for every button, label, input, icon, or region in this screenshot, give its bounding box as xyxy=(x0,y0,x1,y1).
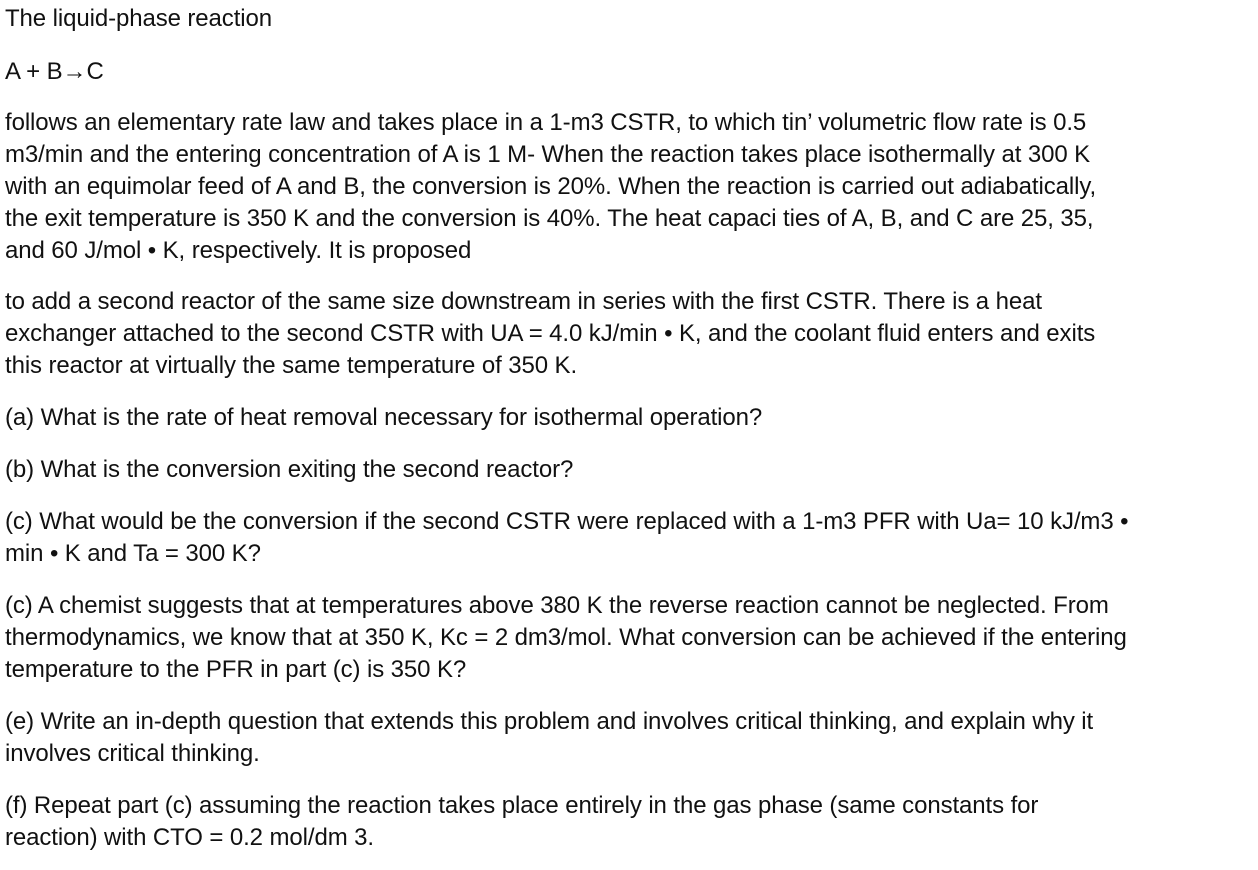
setup-paragraph xyxy=(5,286,1095,382)
reaction-equation-paragraph xyxy=(5,56,104,88)
problem-title-paragraph xyxy=(5,3,272,35)
reaction-equation: A + B→C xyxy=(5,58,104,85)
part-a-question: (a) What is the rate of heat removal necessary for isothermal operation? xyxy=(5,404,763,431)
intro-paragraph xyxy=(5,107,1096,267)
part-e-paragraph xyxy=(5,706,1093,770)
setup-line: this reactor at virtually the same temperature of 350 K. xyxy=(5,352,578,379)
part-c-question-line: (c) What would be the conversion if the second CSTR were replaced with a 1-m3 PFR with Ua= 10 kJ/m3 • xyxy=(5,508,1129,535)
setup-line: to add a second reactor of the same size downstream in series with the first CSTR. There is a heat xyxy=(5,288,1042,315)
problem-title: The liquid-phase reaction xyxy=(5,5,272,32)
part-c-paragraph xyxy=(5,506,1128,570)
intro-line: follows an elementary rate law and takes place in a 1-m3 CSTR, to which tin’ volumetric flow rate is 0.5 xyxy=(5,109,1087,136)
part-a-paragraph xyxy=(5,402,762,434)
part-f-question-line: reaction) with CTO = 0.2 mol/dm 3. xyxy=(5,824,374,851)
intro-line: with an equimolar feed of A and B, the conversion is 20%. When the reaction is carried out adiabatically, xyxy=(5,173,1097,200)
part-c-question-line: min • K and Ta = 300 K? xyxy=(5,540,261,567)
part-f-question-line: (f) Repeat part (c) assuming the reaction takes place entirely in the gas phase (same constants for xyxy=(5,792,1039,819)
intro-line: m3/min and the entering concentration of A is 1 M- When the reaction takes place isothermally at 300 K xyxy=(5,141,1091,168)
part-f-paragraph xyxy=(5,790,1038,854)
part-d-question-line: temperature to the PFR in part (c) is 350 K? xyxy=(5,656,467,683)
part-e-question-line: involves critical thinking. xyxy=(5,740,260,767)
intro-line: the exit temperature is 350 K and the conversion is 40%. The heat capaci ties of A, B, and C are 25, 35, xyxy=(5,205,1094,232)
setup-line: exchanger attached to the second CSTR with UA = 4.0 kJ/min • K, and the coolant fluid enters and exits xyxy=(5,320,1096,347)
part-d-question-line: (c) A chemist suggests that at temperatures above 380 K the reverse reaction cannot be neglected. From xyxy=(5,592,1109,619)
intro-line: and 60 J/mol • K, respectively. It is proposed xyxy=(5,237,472,264)
part-b-question: (b) What is the conversion exiting the second reactor? xyxy=(5,456,574,483)
part-d-paragraph xyxy=(5,590,1127,686)
part-b-paragraph xyxy=(5,454,573,486)
part-e-question-line: (e) Write an in-depth question that extends this problem and involves critical thinking, and explain why it xyxy=(5,708,1094,735)
part-d-question-line: thermodynamics, we know that at 350 K, Kc = 2 dm3/mol. What conversion can be achieved if the entering xyxy=(5,624,1127,651)
